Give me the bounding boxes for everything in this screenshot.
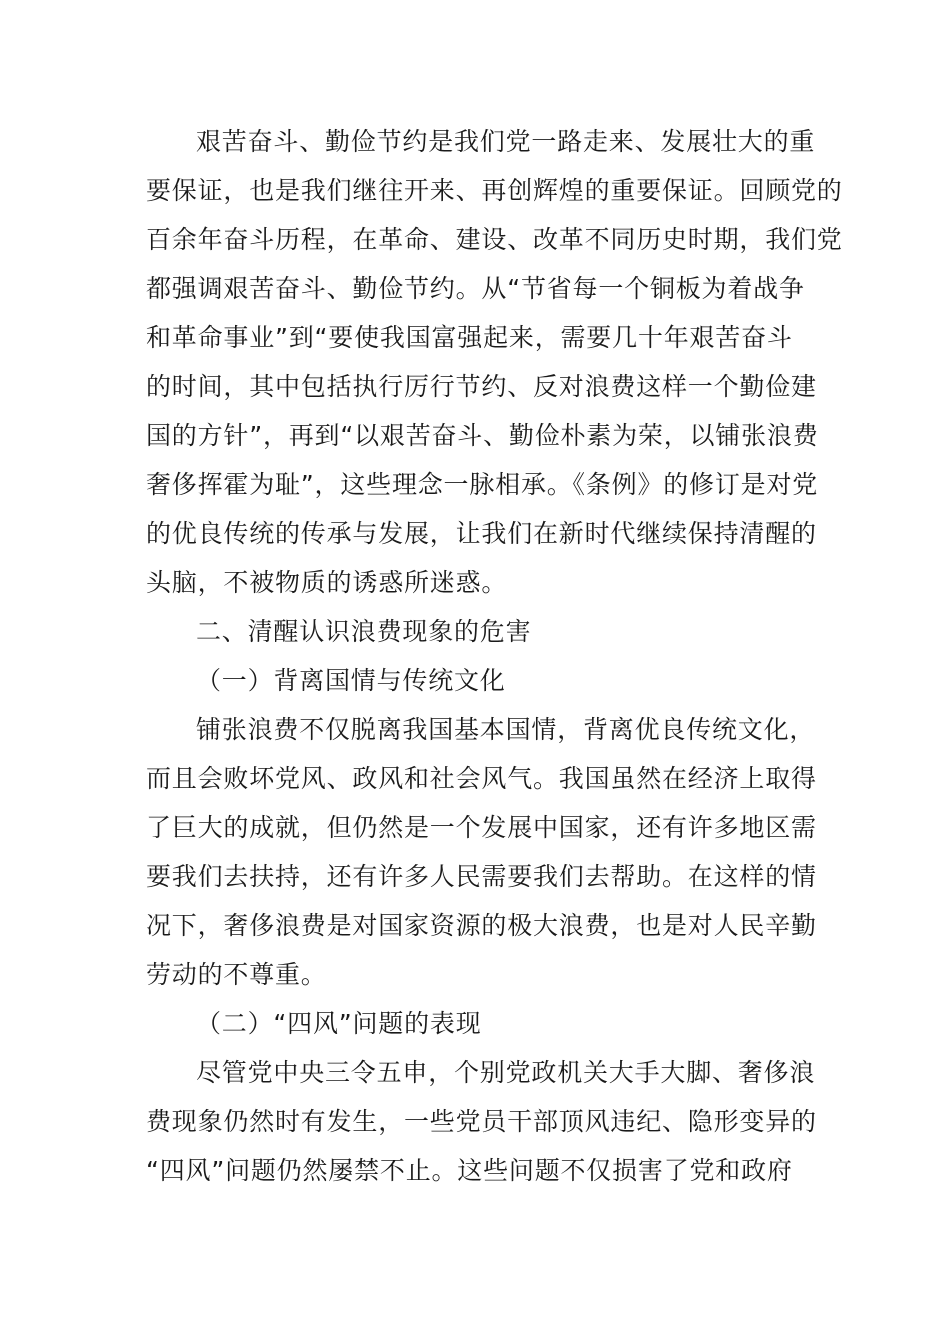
paragraph-1-line-2: 要保证，也是我们继往开来、再创辉煌的重要保证。回顾党的 <box>146 176 843 205</box>
paragraph-2-line-2: 而且会败坏党风、政风和社会风气。我国虽然在经济上取得 <box>146 764 817 793</box>
paragraph-3-line-2: 费现象仍然时有发生，一些党员干部顶风违纪、隐形变异的 <box>146 1107 817 1136</box>
paragraph-2-line-1: 铺张浪费不仅脱离我国基本国情，背离优良传统文化， <box>196 715 816 744</box>
paragraph-1-line-5: 和革命事业”到“要使我国富强起来，需要几十年艰苦奋斗 <box>146 323 793 352</box>
paragraph-2-line-5: 况下，奢侈浪费是对国家资源的极大浪费，也是对人民辛勤 <box>146 911 817 940</box>
paragraph-2-line-6: 劳动的不尊重。 <box>146 960 327 989</box>
paragraph-2-line-3: 了巨大的成就，但仍然是一个发展中国家，还有许多地区需 <box>146 813 817 842</box>
subheading-1: （一）背离国情与传统文化 <box>196 666 506 695</box>
paragraph-1-line-3: 百余年奋斗历程，在革命、建设、改革不同历史时期，我们党 <box>146 225 843 254</box>
paragraph-3-line-3: “四风”问题仍然屡禁不止。这些问题不仅损害了党和政府 <box>146 1156 793 1185</box>
paragraph-1-line-4: 都强调艰苦奋斗、勤俭节约。从“节省每一个铜板为着战争 <box>146 274 805 303</box>
section-heading: 二、清醒认识浪费现象的危害 <box>196 617 532 646</box>
paragraph-1-line-7: 国的方针”，再到“以艰苦奋斗、勤俭朴素为荣，以铺张浪费 <box>146 421 819 450</box>
paragraph-1-line-8: 奢侈挥霍为耻”，这些理念一脉相承。《条例》的修订是对党 <box>146 470 819 499</box>
subheading-2: （二）“四风”问题的表现 <box>196 1009 482 1038</box>
paragraph-1-line-1: 艰苦奋斗、勤俭节约是我们党一路走来、发展壮大的重 <box>196 127 816 156</box>
paragraph-1-line-6: 的时间，其中包括执行厉行节约、反对浪费这样一个勤俭建 <box>146 372 817 401</box>
paragraph-1-line-10: 头脑，不被物质的诱惑所迷惑。 <box>146 568 508 597</box>
paragraph-1-line-9: 的优良传统的传承与发展，让我们在新时代继续保持清醒的 <box>146 519 817 548</box>
paragraph-3-line-1: 尽管党中央三令五申，个别党政机关大手大脚、奢侈浪 <box>196 1058 816 1087</box>
paragraph-2-line-4: 要我们去扶持，还有许多人民需要我们去帮助。在这样的情 <box>146 862 817 891</box>
